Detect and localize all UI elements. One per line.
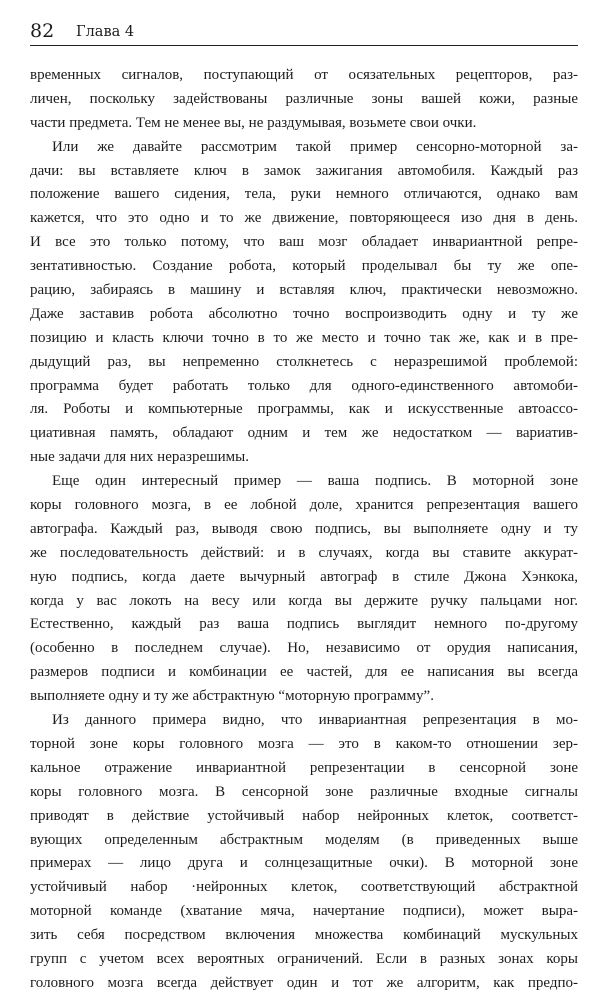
text-line: ные задачи для них неразрешимы. xyxy=(30,449,250,466)
text-line: личен, поскольку задействованы различные зоны вашей кожи, разные xyxy=(30,90,578,107)
text-line: циативная память, обладают одним и тем же недостатком — вариатив- xyxy=(30,425,578,442)
text-line: дачи: вы вставляете ключ в замок зажигания автомобиля. Каждый раз xyxy=(30,162,578,179)
text-line: зить себя посредством включения множества комбинаций мускульных xyxy=(30,927,578,944)
text-line: И все это только потому, что ваш мозг обладает инвариантной репре- xyxy=(30,234,578,251)
text-line: моторной команде (хватание мяча, начертание подписи), может выра- xyxy=(30,903,578,920)
text-line: Даже заставив робота абсолютно точно воспроизводить одну и ту же xyxy=(30,305,578,322)
text-line: выполняете одну и ту же абстрактную “моторную программу”. xyxy=(30,688,434,705)
text-line: устойчивый набор ·нейронных клеток, соответствующий абстрактной xyxy=(30,879,578,896)
text-line: коры головного мозга. В сенсорной зоне различные входные сигналы xyxy=(30,783,578,800)
text-line: когда у вас локоть на весу или когда вы держите ручку пальцами ног. xyxy=(30,592,578,609)
text-line: размеров подписи и комбинации ее частей, для ее написания вы всегда xyxy=(30,664,578,681)
text-line: ля. Роботы и компьютерные программы, как и искусственные автоассо- xyxy=(30,401,578,418)
text-line: части предмета. Тем не менее вы, не раздумывая, возьмете свои очки. xyxy=(30,114,477,131)
text-line: торной зоне коры головного мозга — это в каком-то отношении зер- xyxy=(30,735,578,752)
body-text xyxy=(30,64,578,996)
text-line: Или же давайте рассмотрим такой пример сенсорно-моторной за- xyxy=(52,138,578,155)
text-line: головного мозга всегда действует один и тот же алгоритм, как предпо- xyxy=(30,974,578,991)
text-line: Естественно, каждый раз ваша подпись выглядит немного по-другому xyxy=(30,616,578,633)
text-line: вующих определенным абстрактным моделям (в приведенных выше xyxy=(30,831,578,848)
chapter-title: Глава 4 xyxy=(76,24,135,40)
text-line: зентативностью. Создание робота, который проделывал бы ту же опе- xyxy=(30,258,578,275)
text-line: коры головного мозга, в ее лобной доле, хранится репрезентация вашего xyxy=(30,497,578,514)
text-line: Еще один интересный пример — ваша подпись. В моторной зоне xyxy=(52,473,578,490)
text-line: позицию и класть ключи точно в то же место и точно так же, как и в пре- xyxy=(30,329,578,346)
text-line: положение вашего сидения, тела, руки немного отличаются, однако вам xyxy=(30,186,578,203)
text-line: же последовательность действий: и в случаях, когда вы ставите аккурат- xyxy=(30,544,578,561)
text-line: групп с учетом всех вероятных ограничений. Если в разных зонах коры xyxy=(30,950,578,967)
page-number: 82 xyxy=(30,20,55,42)
text-line: временных сигналов, поступающий от осязательных рецепторов, раз- xyxy=(30,67,578,83)
text-line: Из данного примера видно, что инвариантная репрезентация в мо- xyxy=(52,712,578,729)
running-header xyxy=(30,20,578,46)
text-line: (особенно в последнем случае). Но, независимо от орудия написания, xyxy=(30,640,578,657)
text-line: автографа. Каждый раз, выводя свою подпись, вы выполняете одну и ту xyxy=(30,520,578,537)
text-line: кажется, что это одно и то же движение, повторяющееся изо дня в день. xyxy=(30,210,578,227)
text-line: дыдущий раз, вы непременно столкнетесь с неразрешимой проблемой: xyxy=(30,353,578,370)
text-line: приводят в действие устойчивый набор нейронных клеток, соответст- xyxy=(30,807,578,824)
text-line: программа будет работать только для одного-единственного автомоби- xyxy=(30,377,578,394)
text-line: рацию, забираясь в машину и вставляя ключ, практически невозможно. xyxy=(30,282,578,299)
text-line: ную подпись, когда даете вычурный автограф в стиле Джона Хэнкока, xyxy=(30,568,578,585)
text-line: примерах — лицо друга и солнцезащитные очки). В моторной зоне xyxy=(30,855,578,872)
text-line: кальное отражение инвариантной репрезентации в сенсорной зоне xyxy=(30,759,578,776)
